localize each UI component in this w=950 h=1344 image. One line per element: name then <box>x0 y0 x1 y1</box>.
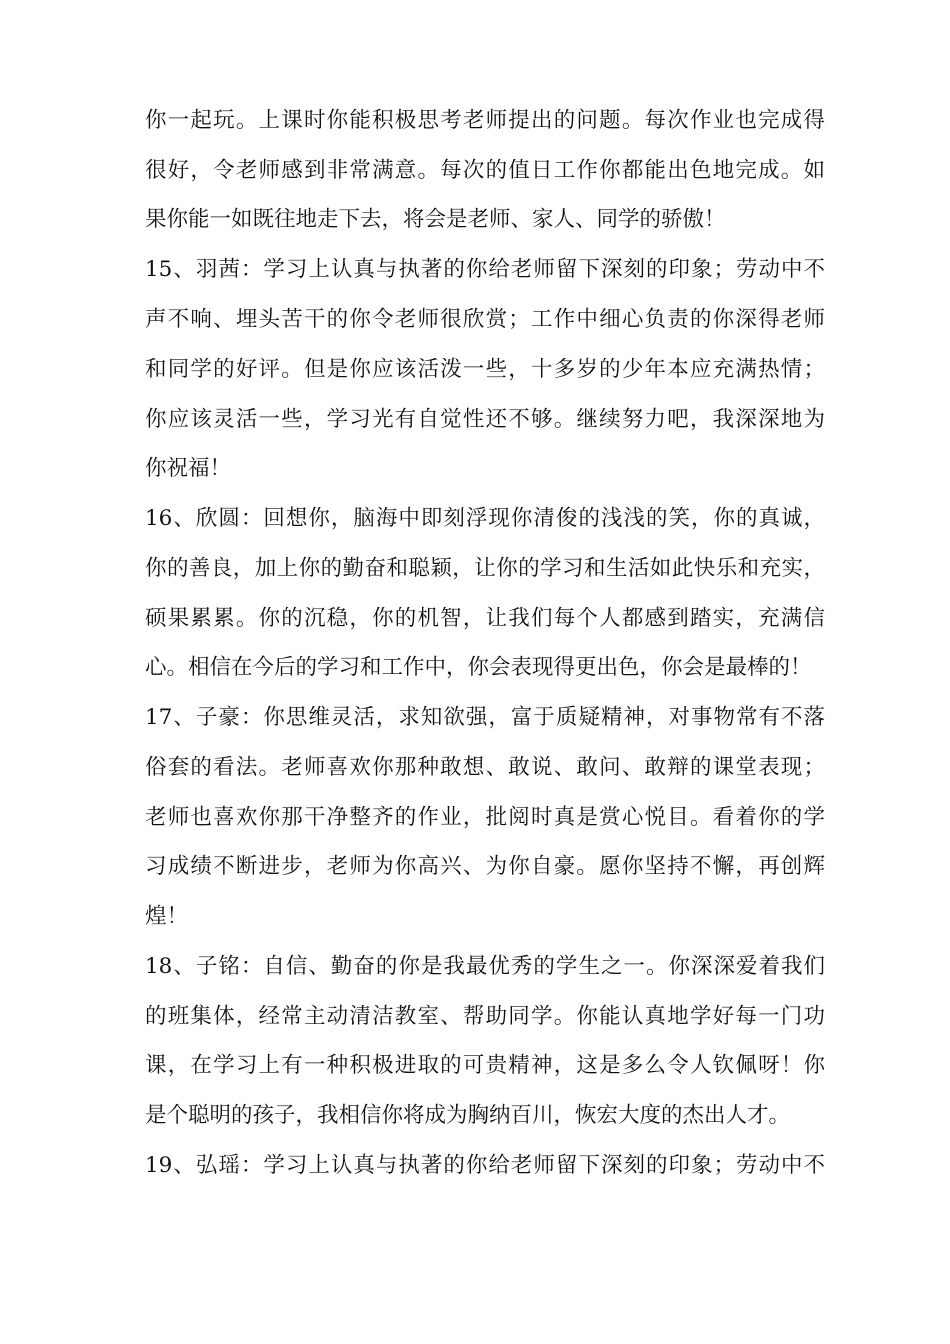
text-line: 的班集体，经常主动清洁教室、帮助同学。你能认真地学好每一门功 <box>145 1004 825 1029</box>
text-line: 课，在学习上有一种积极进取的可贵精神，这是多么令人钦佩呀！你 <box>145 1053 825 1078</box>
comment-19-first-line: 19、弘瑶：学习上认真与执著的你给老师留下深刻的印象；劳动中不 <box>145 1153 825 1178</box>
text-line: 声不响、埋头苦干的你令老师很欣赏；工作中细心负责的你深得老师 <box>145 307 825 332</box>
text-line: 煌！ <box>145 904 189 929</box>
text-line: 你的善良，加上你的勤奋和聪颖，让你的学习和生活如此快乐和充实， <box>145 556 825 581</box>
text-line: 果你能一如既往地走下去，将会是老师、家人、同学的骄傲！ <box>145 207 726 232</box>
text-line: 你应该灵活一些，学习光有自觉性还不够。继续努力吧，我深深地为 <box>145 407 825 432</box>
text-line: 硕果累累。你的沉稳，你的机智，让我们每个人都感到踏实，充满信 <box>145 606 825 631</box>
text-line: 你祝福！ <box>145 456 232 481</box>
comment-15-first-line: 15、羽茜：学习上认真与执著的你给老师留下深刻的印象；劳动中不 <box>145 257 825 282</box>
text-line: 心。相信在今后的学习和工作中，你会表现得更出色，你会是最棒的！ <box>145 655 812 680</box>
text-line: 你一起玩。上课时你能积极思考老师提出的问题。每次作业也完成得 <box>145 108 825 133</box>
comment-16-first-line: 16、欣圆：回想你，脑海中即刻浮现你清俊的浅浅的笑，你的真诚， <box>145 506 825 531</box>
text-line: 很好，令老师感到非常满意。每次的值日工作你都能出色地完成。如 <box>145 158 825 183</box>
comment-17-first-line: 17、子豪：你思维灵活，求知欲强，富于质疑精神，对事物常有不落 <box>145 705 825 730</box>
text-line: 习成绩不断进步，老师为你高兴、为你自豪。愿你坚持不懈，再创辉 <box>145 854 825 879</box>
comment-18-first-line: 18、子铭：自信、勤奋的你是我最优秀的学生之一。你深深爱着我们 <box>145 954 825 979</box>
text-line: 老师也喜欢你那干净整齐的作业，批阅时真是赏心悦目。看着你的学 <box>145 805 825 830</box>
text-line: 和同学的好评。但是你应该活泼一些，十多岁的少年本应充满热情； <box>145 357 825 382</box>
text-line: 是个聪明的孩子，我相信你将成为胸纳百川，恢宏大度的杰出人才。 <box>145 1103 791 1128</box>
text-line: 俗套的看法。老师喜欢你那种敢想、敢说、敢问、敢辩的课堂表现； <box>145 755 825 780</box>
